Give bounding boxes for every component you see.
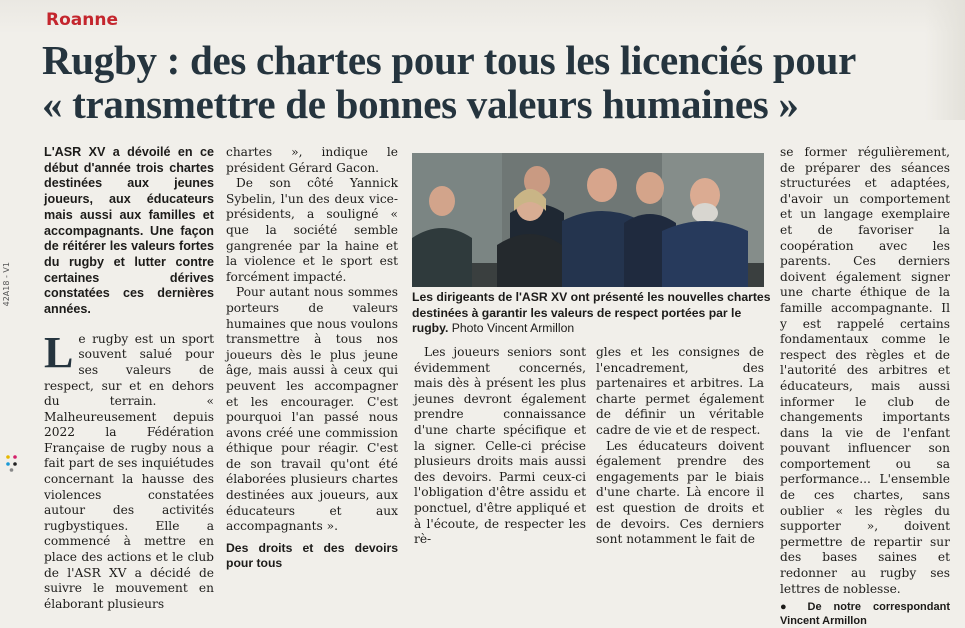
column-3 [414,345,586,548]
column-5-p1: se former régulièrement, de préparer des séances structurées et adaptées, d'avoir un comportement et un langage exemplaire et de favoriser la coopération avec les parents. Ces derniers doivent également signer une charte éthique de la famille accompagnante. Il y est rappelé certains fondamentaux comme le respect des règles et de l'autorité des arbitres et éducateurs, mais aussi informer le club de changements importants dans la vie de l'enfant pouvant influencer son comportement ou sa performance... L'ensemble de ces chartes, sans oublier « les règles du supporter », doivent permettre de repartir sur des bases saines et redonner au rugby ses lettres de noblesse. [780,145,950,596]
headline-line-1: Rugby : des chartes pour tous les licenciés pour [42,37,856,83]
color-dots-icon [4,454,20,474]
photo-group-image [412,153,764,287]
column-5 [780,145,950,628]
headline [42,38,942,126]
column-2-p3: Pour autant nous sommes porteurs de valeurs humaines que nous voulons transmettre à tous nos joueurs dès le plus jeune âge, mais aussi à ceux qui peuvent les accompagner et les encourager. C'est pourquoi l'an passé nous avons créé une commission éthique pour réagir. C'est de son travail qu'ont été élaborées plusieurs chartes destinées aux joueurs, aux éducateurs et aux accompagnants ». [226,285,398,534]
column-4-p1: gles et les consignes de l'encadrement, des partenaires et arbitres. La charte permet également de définir un véritable cadre de vie et de respect. [596,345,764,437]
column-4-p2: Les éducateurs doivent également prendre des engagements par le biais d'une charte. Là encore il est question de droits et de devoirs. Ces derniers sont notamment le fait de [596,438,764,547]
chapo: L'ASR XV a dévoilé en ce début d'année trois chartes destinées aux jeunes joueurs, aux éducateurs mais aussi aux familles et accompagnants. Une façon de réitérer les valeurs fortes du rugby et lutter contre certaines dérives constatées ces dernières années. [44,145,214,317]
column-4 [596,345,764,548]
subhead: Des droits et des devoirs pour tous [226,540,398,571]
photo-credit: Photo Vincent Armillon [451,321,575,336]
headline-line-2: « transmettre de bonnes valeurs humaines » [42,81,799,127]
photo-caption [412,290,772,337]
page-code: 42A18 - V1 [2,262,11,307]
column-1 [44,145,214,612]
caption-text: Les dirigeants de l'ASR XV ont présenté les nouvelles chartes destinées à garantir les valeurs de respect portées par le rugby. [412,290,771,336]
signature: ● De notre correspondant Vincent Armillon [780,601,950,627]
section-label: Roanne [46,10,118,30]
page-top-bleed [0,0,965,34]
column-2-p2: De son côté Yannick Sybelin, l'un des deux vice-présidents, a souligné « que la société semble gangrenée par la haine et la violence et le sport est forcément impacté. [226,176,398,284]
column-1-body: Le rugby est un sport souvent salué pour ses valeurs de respect, sur et en dehors du terrain. « Malheureusement depuis 2022 la Fédération Française de rugby nous a fait part de ses inquiétudes concernant la hausse des violences constatées autour des activités rugbystiques. Elle a commencé à mettre en place des actions et le club de l'ASR XV a décidé de suivre le mouvement en élaborant plusieurs [44,327,214,611]
column-3-p1: Les joueurs seniors sont évidemment concernés, mais dès à présent les plus jeunes devront également prendre connaissance d'une charte spécifique et la signer. Celle-ci précise plusieurs droits mais aussi des devoirs. Parmi ceux-ci l'obligation d'être assidu et ponctuel, d'être appliqué et à l'écoute, de respecter les rè- [414,345,586,547]
article-photo [412,153,764,287]
column-2 [226,145,398,572]
column-2-p1: chartes », indique le président Gérard Gacon. [226,145,398,175]
dropcap: L [44,327,74,377]
